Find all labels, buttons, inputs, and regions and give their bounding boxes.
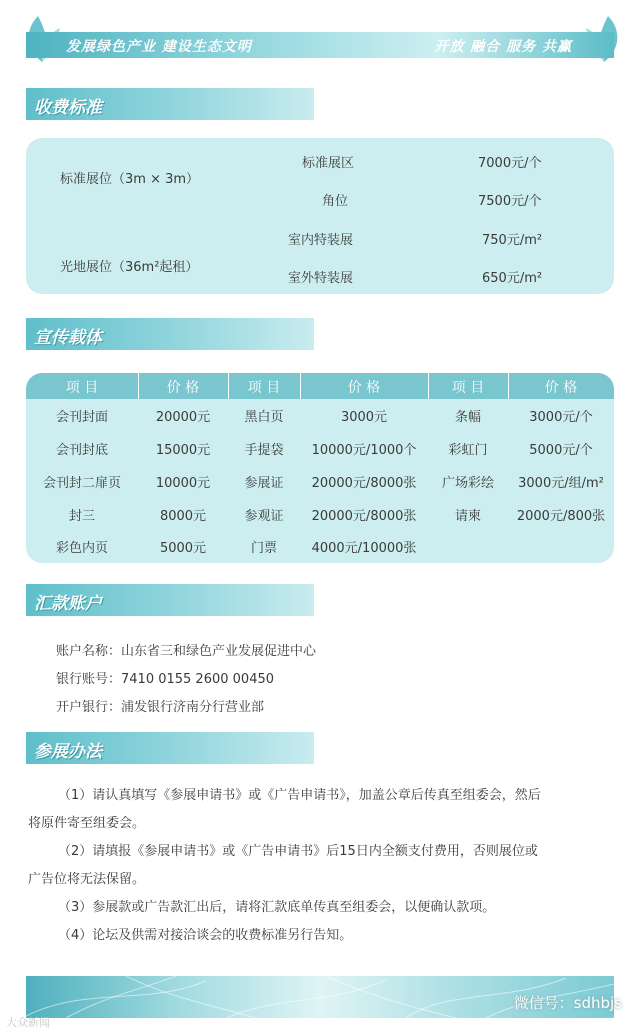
method-line: 广告位将无法保留。 [28,872,146,887]
table-cell: 门票 [250,541,277,556]
section-title-method: 参展办法 [34,742,102,762]
fee-item-name: 室内特装展 [288,233,354,248]
table-cell: 15000元 [155,443,211,458]
section-header-fee [26,88,314,120]
section-header-method [26,732,314,764]
fee-item-name: 室外特装展 [288,271,354,286]
account-bank: 开户银行：浦发银行济南分行营业部 [56,700,265,715]
fee-item-price: 7000元/个 [478,156,542,171]
table-cell: 20000元/8000张 [311,476,417,491]
method-paragraph-3 [42,894,622,922]
table-cell: 3000元/个 [529,410,593,425]
divider [138,373,139,399]
section-title-publicity: 宣传载体 [34,328,102,348]
table-cell: 广场彩绘 [441,476,494,491]
divider [508,373,509,399]
table-cell: 封三 [68,509,95,524]
method-line: （3）参展款或广告款汇出后，请将汇款底单传真至组委会，以便确认款项。 [58,900,496,915]
divider [228,373,229,399]
column-header: 价 格 [166,380,200,396]
table-cell: 20000元 [155,410,211,425]
column-header: 价 格 [347,380,381,396]
method-line: （2）请填报《参展申请书》或《广告申请书》后15日内全额支付费用，否则展位或 [58,844,538,859]
wechat-watermark: 微信号：sdhbjs [513,994,622,1012]
divider [428,373,429,399]
column-header: 项 目 [451,380,485,396]
table-cell: 会刊封底 [55,443,108,458]
table-cell: 会刊封二扉页 [42,476,121,491]
column-header: 项 目 [65,380,99,396]
source-watermark: 大众新闻 [6,1016,50,1029]
method-paragraph-2 [28,838,622,894]
table-cell: 5000元 [159,541,207,556]
table-cell: 2000元/800张 [516,509,606,524]
table-cell: 10000元/1000个 [311,443,417,458]
table-cell: 黑白页 [244,410,284,425]
method-line: （1）请认真填写《参展申请书》或《广告申请书》，加盖公章后传真至组委会，然后 [58,788,541,803]
fee-item-name: 角位 [322,194,349,209]
table-cell: 3000元/组/m² [518,476,604,491]
method-paragraph-4 [42,922,622,950]
banner-slogan-left: 发展绿色产业 建设生态文明 [66,39,252,55]
banner-slogan-right: 开放 融合 服务 共赢 [434,39,572,55]
table-cell: 彩虹门 [448,443,488,458]
table-cell: 手提袋 [244,443,284,458]
section-header-publicity [26,318,314,350]
account-name: 账户名称：山东省三和绿色产业发展促进中心 [56,644,317,659]
table-cell: 请柬 [454,509,481,524]
column-header: 价 格 [544,380,578,396]
section-header-account [26,584,314,616]
booth-raw-label: 光地展位（36m²起租） [60,260,199,275]
account-number: 银行账号：7410 0155 2600 00450 [56,672,275,687]
table-cell: 4000元/10000张 [311,541,417,556]
section-title-account: 汇款账户 [34,594,102,614]
method-paragraph-1 [28,782,622,838]
table-cell: 彩色内页 [55,541,108,556]
column-header: 项 目 [247,380,281,396]
section-title-fee: 收费标准 [34,98,102,118]
fee-item-name: 标准展区 [302,156,355,171]
fee-item-price: 650元/m² [482,271,543,286]
table-cell: 参观证 [244,509,284,524]
booth-standard-label: 标准展位（3m × 3m） [60,172,200,187]
fee-panel [26,138,614,294]
table-cell: 3000元 [340,410,388,425]
table-cell: 20000元/8000张 [311,509,417,524]
table-cell: 8000元 [159,509,207,524]
publicity-table [26,373,614,563]
method-line: （4）论坛及供需对接洽谈会的收费标准另行告知。 [58,928,353,943]
table-cell: 会刊封面 [55,410,108,425]
divider [300,373,301,399]
table-cell: 5000元/个 [529,443,593,458]
table-cell: 参展证 [244,476,284,491]
top-banner [26,32,614,58]
method-line: 将原件寄至组委会。 [28,816,146,831]
table-cell: 10000元 [155,476,211,491]
fee-item-price: 750元/m² [482,233,543,248]
fee-item-price: 7500元/个 [478,194,542,209]
table-cell: 条幅 [454,410,481,425]
table-header [26,373,614,399]
